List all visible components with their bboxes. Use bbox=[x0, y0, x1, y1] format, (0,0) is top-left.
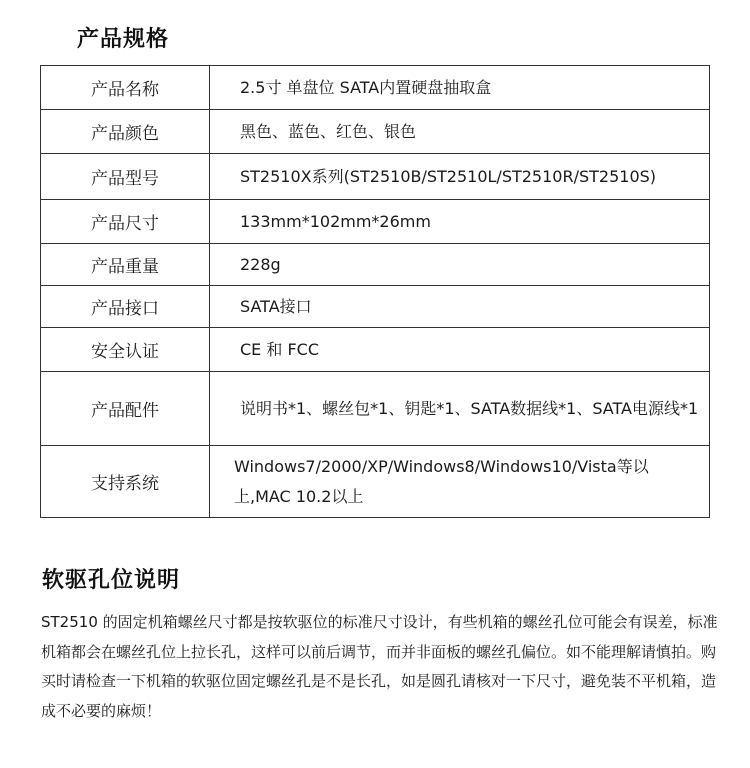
spec-section-title: 产品规格 bbox=[77, 27, 170, 52]
table-row bbox=[41, 372, 710, 446]
table-row bbox=[41, 328, 710, 372]
table-row bbox=[41, 446, 710, 518]
spec-value-certification: CE 和 FCC bbox=[210, 328, 710, 372]
table-row bbox=[41, 154, 710, 200]
spec-value-accessories: 说明书*1、螺丝包*1、钥匙*1、SATA数据线*1、SATA电源线*1 bbox=[210, 372, 710, 446]
spec-label-color: 产品颜色 bbox=[41, 110, 210, 154]
spec-label-certification: 安全认证 bbox=[41, 328, 210, 372]
table-row bbox=[41, 244, 710, 286]
spec-label-systems: 支持系统 bbox=[41, 446, 210, 518]
hole-section-title: 软驱孔位说明 bbox=[42, 568, 181, 593]
spec-value-model: ST2510X系列(ST2510B/ST2510L/ST2510R/ST2510S) bbox=[210, 154, 710, 200]
spec-label-accessories: 产品配件 bbox=[41, 372, 210, 446]
spec-value-name: 2.5寸 单盘位 SATA内置硬盘抽取盒 bbox=[210, 66, 710, 110]
spec-value-weight: 228g bbox=[210, 244, 710, 286]
spec-value-size: 133mm*102mm*26mm bbox=[210, 200, 710, 244]
spec-label-weight: 产品重量 bbox=[41, 244, 210, 286]
spec-value-color: 黑色、蓝色、红色、银色 bbox=[210, 110, 710, 154]
table-row bbox=[41, 286, 710, 328]
table-row bbox=[41, 110, 710, 154]
spec-value-interface: SATA接口 bbox=[210, 286, 710, 328]
spec-label-name: 产品名称 bbox=[41, 66, 210, 110]
spec-label-size: 产品尺寸 bbox=[41, 200, 210, 244]
spec-label-model: 产品型号 bbox=[41, 154, 210, 200]
hole-description: ST2510 的固定机箱螺丝尺寸都是按软驱位的标准尺寸设计，有些机箱的螺丝孔位可能会有误差，标准机箱都会在螺丝孔位上拉长孔，这样可以前后调节，而并非面板的螺丝孔偏位。如不能理解请慎拍。购买时请检查一下机箱的软驱位固定螺丝孔是不是长孔，如是圆孔请核对一下尺寸，避免装不平机箱，造成不必要的麻烦！ bbox=[41, 613, 718, 720]
spec-value-systems: Windows7/2000/XP/Windows8/Windows10/Vista等以上,MAC 10.2以上 bbox=[210, 446, 710, 518]
table-row bbox=[41, 200, 710, 244]
spec-table bbox=[40, 65, 710, 518]
spec-label-interface: 产品接口 bbox=[41, 286, 210, 328]
table-row bbox=[41, 66, 710, 110]
